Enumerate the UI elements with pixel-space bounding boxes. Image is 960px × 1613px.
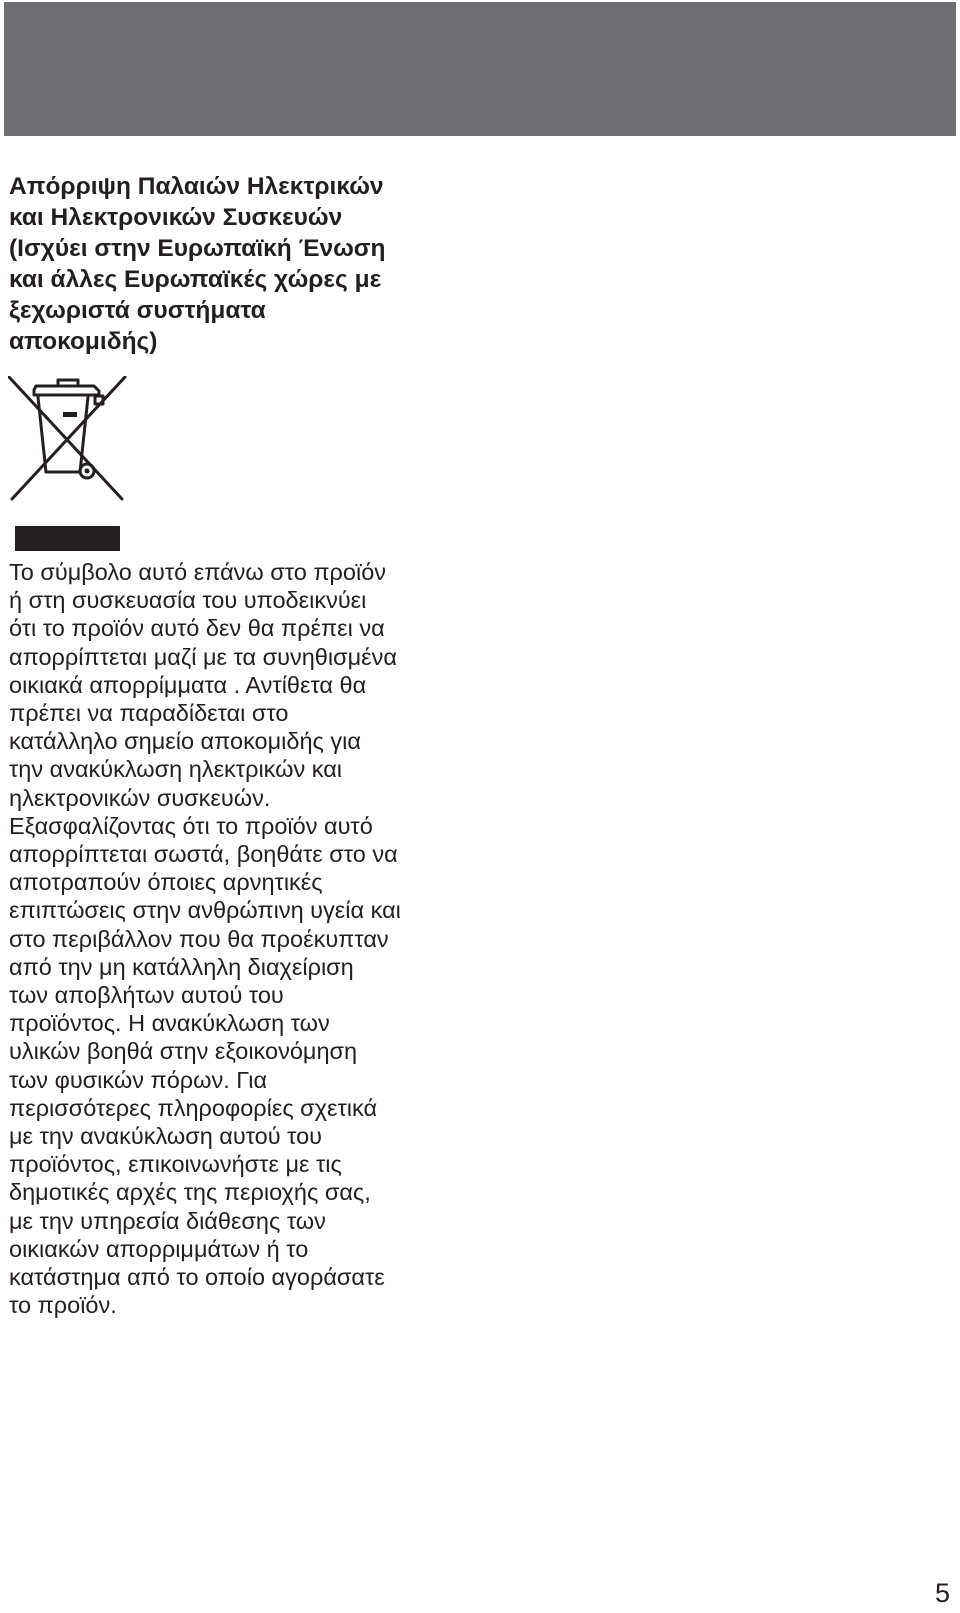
heading-line: αποκομιδής): [9, 328, 158, 355]
body-paragraph: [9, 558, 529, 1319]
body-line: το προϊόν.: [9, 1292, 117, 1319]
body-line: απορρίπτεται μαζί με τα συνηθισμένα: [9, 643, 397, 670]
body-line: προϊόντος. Η ανακύκλωση των: [9, 1010, 330, 1037]
body-line: υλικών βοηθά στην εξοικονόμηση: [9, 1038, 358, 1065]
heading-line: ξεχωριστά συστήματα: [9, 297, 266, 324]
body-line: Το σύμβολο αυτό επάνω στο προϊόν: [9, 559, 387, 585]
body-line: την ανακύκλωση ηλεκτρικών και: [9, 756, 343, 783]
body-line: ότι το προϊόν αυτό δεν θα πρέπει να: [9, 615, 385, 642]
crossed-out-wheeled-bin-icon: [8, 376, 128, 501]
heading-line: (Ισχύει στην Ευρωπαϊκή Ένωση: [9, 235, 386, 262]
header-band: [4, 2, 956, 136]
body-line: περισσότερες πληροφορίες σχετικά: [9, 1094, 378, 1121]
body-line: οικιακών απορριμμάτων ή το: [9, 1235, 309, 1262]
body-line: προϊόντος, επικοινωνήστε με τις: [9, 1151, 342, 1178]
body-line: Εξασφαλίζοντας ότι το προϊόν αυτό: [9, 812, 373, 839]
heading-line: και άλλες Ευρωπαϊκές χώρες με: [9, 266, 382, 293]
page-number: 5: [934, 1578, 950, 1608]
body-line: κατάστημα από το οποίο αγοράσατε: [9, 1264, 385, 1291]
body-line: αποτραπούν όποιες αρνητικές: [9, 869, 323, 896]
body-line: δημοτικές αρχές της περιοχής σας,: [9, 1179, 371, 1206]
body-line: στο περιβάλλον που θα προέκυπταν: [9, 925, 389, 952]
body-line: κατάλληλο σημείο αποκομιδής για: [9, 728, 361, 755]
body-line: οικιακά απορρίμματα . Αντίθετα θα: [9, 671, 367, 698]
body-line: επιπτώσεις στην ανθρώπινη υγεία και: [9, 897, 401, 924]
body-line: με την υπηρεσία διάθεσης των: [9, 1207, 326, 1234]
body-line: των αποβλήτων αυτού του: [9, 982, 284, 1009]
body-line: απορρίπτεται σωστά, βοηθάτε στο να: [9, 841, 398, 868]
heading-line: και Ηλεκτρονικών Συσκευών: [9, 204, 343, 231]
body-line: ηλεκτρονικών συσκευών.: [9, 784, 271, 811]
heading-line: Απόρριψη Παλαιών Ηλεκτρικών: [9, 173, 384, 200]
body-line: των φυσικών πόρων. Για: [9, 1066, 268, 1093]
body-line: από την μη κατάλληλη διαχείριση: [9, 953, 354, 980]
body-line: πρέπει να παραδίδεται στο: [9, 700, 289, 727]
body-line: με την ανακύκλωση αυτού του: [9, 1123, 323, 1150]
body-line: ή στη συσκευασία του υποδεικνύει: [9, 587, 367, 614]
section-heading: [9, 171, 529, 357]
weee-solid-bar: [15, 526, 120, 551]
